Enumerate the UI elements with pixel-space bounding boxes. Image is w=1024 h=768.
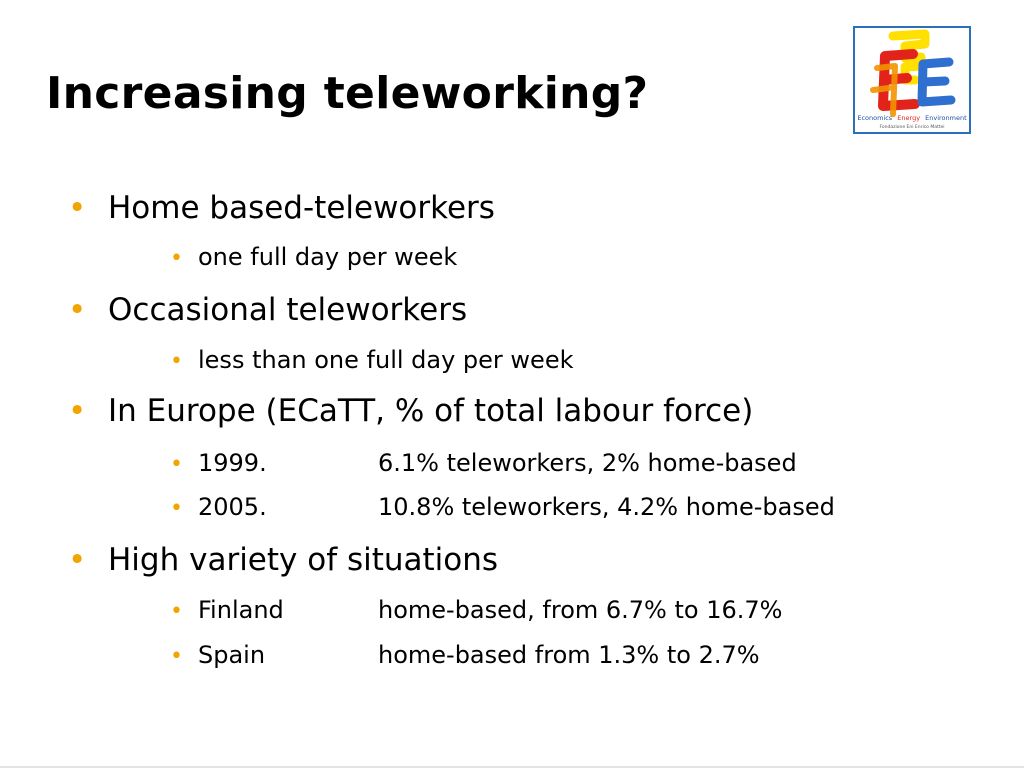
bullet-item bbox=[68, 292, 467, 328]
sub-bullet-value: home-based from 1.3% to 2.7% bbox=[378, 641, 760, 669]
bullet-marker: • bbox=[68, 292, 87, 328]
sub-bullet-label: Spain bbox=[198, 641, 266, 669]
sub-bullet-label: Finland bbox=[198, 596, 284, 624]
sub-bullet-marker: • bbox=[170, 452, 183, 477]
sub-bullet-value: 10.8% teleworkers, 4.2% home-based bbox=[378, 493, 835, 521]
sub-bullet-item bbox=[170, 449, 797, 477]
sub-bullet-value: home-based, from 6.7% to 16.7% bbox=[378, 596, 783, 624]
sub-bullet-label: less than one full day per week bbox=[198, 346, 574, 374]
slide-title: Increasing teleworking? bbox=[46, 68, 649, 119]
bullet-marker: • bbox=[68, 542, 87, 578]
bullet-item bbox=[68, 393, 753, 429]
sub-bullet-marker: • bbox=[170, 599, 183, 624]
sub-bullet-item bbox=[170, 346, 573, 374]
bullet-marker: • bbox=[68, 190, 87, 226]
sub-bullet-value: 6.1% teleworkers, 2% home-based bbox=[378, 449, 797, 477]
bullet-item bbox=[68, 542, 498, 578]
bullet-marker: • bbox=[68, 393, 87, 429]
bullet-text: In Europe (ECaTT, % of total labour force) bbox=[108, 393, 754, 429]
sub-bullet-item bbox=[170, 641, 760, 669]
bullet-text: Home based-teleworkers bbox=[108, 190, 495, 226]
bullet-text: High variety of situations bbox=[108, 542, 499, 578]
sub-bullet-item bbox=[170, 493, 835, 521]
sub-bullet-label: 2005. bbox=[198, 493, 267, 521]
sub-bullet-marker: • bbox=[170, 496, 183, 521]
sub-bullet-item bbox=[170, 596, 782, 624]
sub-bullet-item bbox=[170, 243, 457, 271]
sub-bullet-marker: • bbox=[170, 246, 183, 271]
logo-subcaption: Fondazione Eni Enrico Mattei bbox=[879, 125, 945, 130]
logo-caption: Economics Energy Environment bbox=[857, 114, 967, 122]
sub-bullet-marker: • bbox=[170, 644, 183, 669]
sub-bullet-marker: • bbox=[170, 349, 183, 374]
bullet-text: Occasional teleworkers bbox=[108, 292, 468, 328]
sub-bullet-label: 1999. bbox=[198, 449, 267, 477]
sub-bullet-label: one full day per week bbox=[198, 243, 458, 271]
bullet-item bbox=[68, 190, 495, 226]
